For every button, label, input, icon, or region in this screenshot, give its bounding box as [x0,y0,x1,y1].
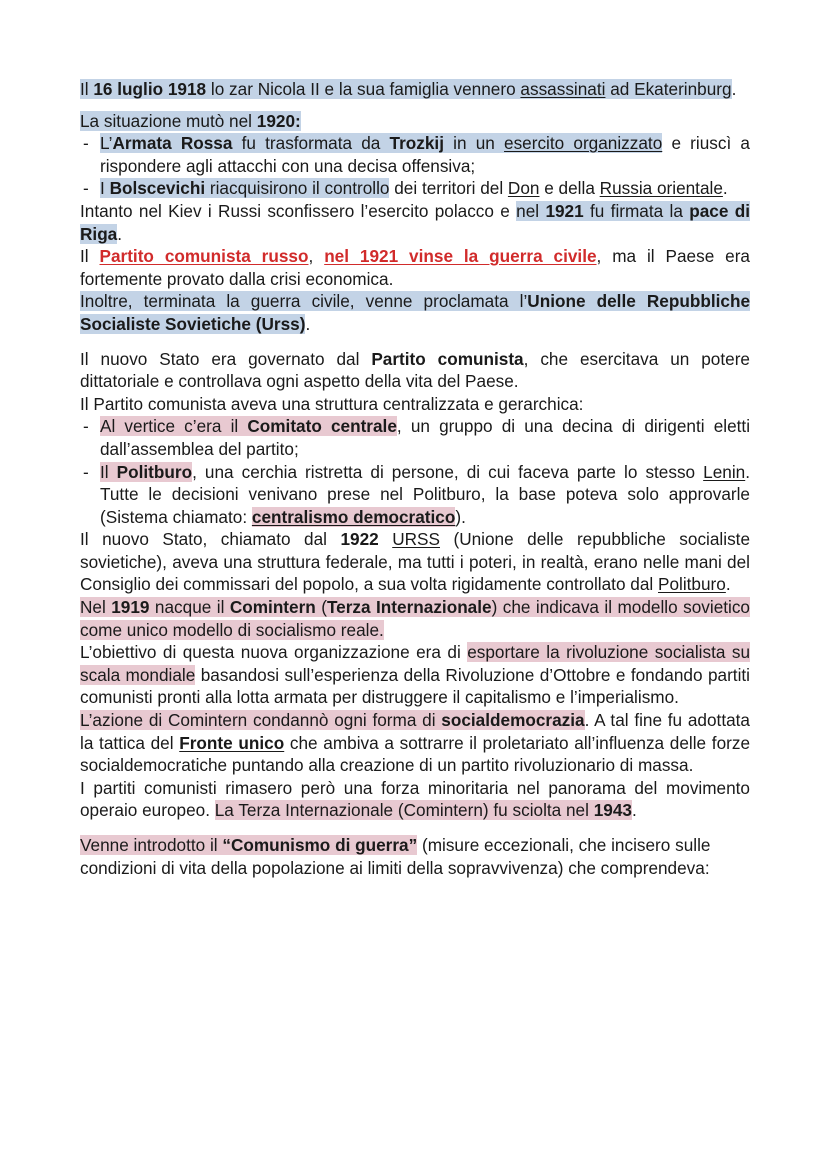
list-1920-changes [80,132,750,200]
paragraph-1922: Il nuovo Stato, chiamato dal 1922 URSS (Unione delle repubbliche socialiste sovietiche), aveva una struttura federale, ma tutti i poteri, in realtà, erano nelle mani del Consiglio dei commissari del popolo, a sua volta rigidamente controllato dal Politburo. [80,529,751,595]
list-item: - Il Politburo, una cerchia ristretta di persone, di cui faceva parte lo stesso Lenin. Tutte le decisioni venivano prese nel Politburo, la base poteva solo approvarle (Sistema chiamato: centralismo democratico). [80,461,750,529]
paragraph-structure: Il Partito comunista aveva una struttura centralizzata e gerarchica: [80,393,584,414]
paragraph-assassination: Il 16 luglio 1918 lo zar Nicola II e la sua famiglia vennero assassinati ad Ekaterinburg. [80,79,737,99]
paragraph-1920 [80,110,750,133]
paragraph-new-state: Il nuovo Stato era governato dal Partito comunista, che esercitava un potere dittatoriale e controllava ogni aspetto della vita del Paese. [80,348,750,392]
paragraph-dissolution: I partiti comunisti rimasero però una forza minoritaria nel panorama del movimento operaio europeo. La Terza Internazionale (Comintern) fu sciolta nel 1943. [80,777,750,821]
paragraph-war-communism: Venne introdotto il “Comunismo di guerra” (misure eccezionali, che incisero sulle condizioni di vita della popolazione ai limiti della sopravvivenza) che comprendeva: [80,835,711,878]
list-item: - I Bolscevichi riacquisirono il controllo dei territori del Don e della Russia orientale. [80,177,750,200]
paragraph-riga: Intanto nel Kiev i Russi sconfissero l’esercito polacco e nel 1921 fu firmata la pace di Riga. [80,200,750,244]
list-party-structure [80,415,750,528]
list-item: - L’Armata Rossa fu trasformata da Trozkij in un esercito organizzato e riuscì a rispondere agli attacchi con una decisa offensiva; [80,132,750,177]
paragraph-urss: Inoltre, terminata la guerra civile, venne proclamata l’Unione delle Repubbliche Socialiste Sovietiche (Urss). [80,291,751,334]
highlight-blue: Il 16 luglio 1918 lo zar Nicola II e la sua famiglia vennero assassinati ad Ekaterinburg [80,79,732,99]
list-item: - Al vertice c’era il Comitato centrale, un gruppo di una decina di dirigenti eletti dall’assemblea del partito; [80,415,750,460]
paragraph-socialdemocracy: L’azione di Comintern condannò ogni forma di socialdemocrazia. A tal fine fu adottata la tattica del Fronte unico che ambiva a sottrarre il proletariato all’influenza delle forze socialdemocratiche puntando alla creazione di un partito rivoluzionario di massa. [80,710,751,776]
paragraph-objective: L’obiettivo di questa nuova organizzazione era di esportare la rivoluzione socialista su scala mondiale basandosi sull’esperienza della Rivoluzione d’Ottobre e fondando partiti comunisti pronti alla lotta armata per distruggere il capitalismo e l’imperialismo. [80,642,750,708]
paragraph-comintern: Nel 1919 nacque il Comintern (Terza Internazionale) che indicava il modello sovietico come unico modello di socialismo reale. [80,597,750,640]
paragraph-civil-war: Il Partito comunista russo, nel 1921 vinse la guerra civile, ma il Paese era fortemente provato dalla crisi economica. [80,246,750,289]
highlight-blue: La situazione mutò nel 1920: [80,110,301,131]
